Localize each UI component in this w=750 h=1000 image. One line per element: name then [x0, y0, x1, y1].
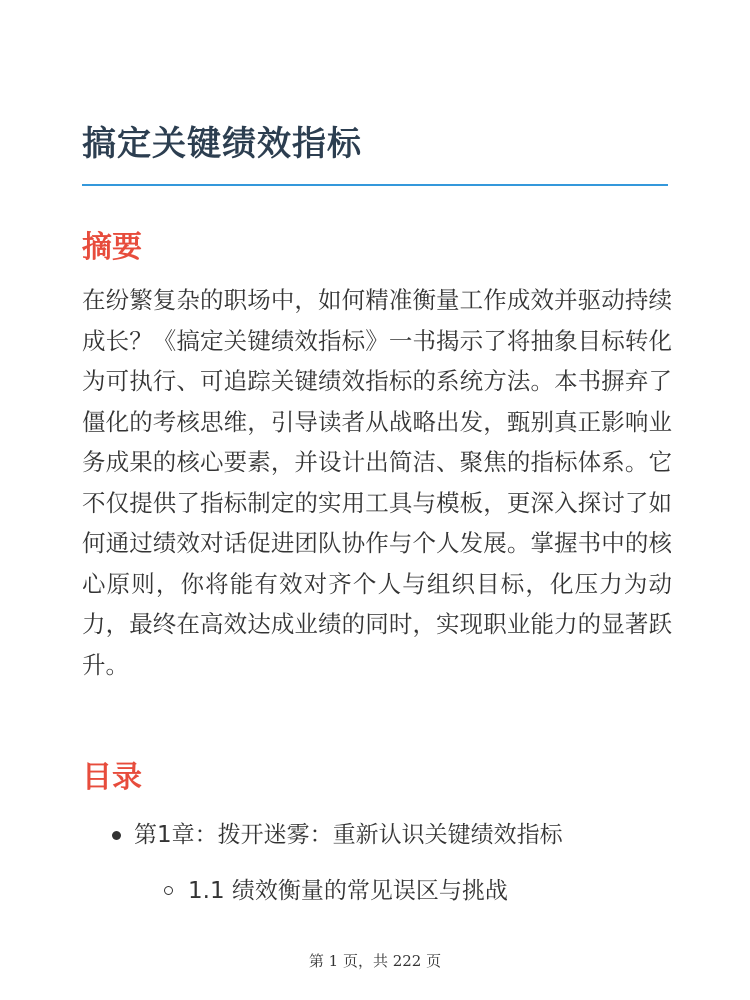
toc-item-chapter-1[interactable] — [82, 815, 682, 855]
toc-heading: 目录 — [82, 760, 142, 795]
summary-heading: 摘要 — [82, 230, 142, 265]
bullet-disc-icon — [112, 831, 121, 840]
bullet-circle-icon — [164, 886, 173, 895]
title-divider — [82, 184, 668, 186]
toc-item-label: 第1章：拨开迷雾：重新认识关键绩效指标 — [134, 822, 563, 848]
document-title: 搞定关键绩效指标 — [82, 124, 362, 164]
summary-paragraph: 在纷繁复杂的职场中，如何精准衡量工作成效并驱动持续成长？《搞定关键绩效指标》一书揭示了将抽象目标转化为可执行、可追踪关键绩效指标的系统方法。本书摒弃了僵化的考核思维，引导读者从战略出发，甄别真正影响业务成果的核心要素，并设计出简洁、聚焦的指标体系。它不仅提供了指标制定的实用工具与模板，更深入探讨了如何通过绩效对话促进团队协作与个人发展。掌握书中的核心原则，你将能有效对齐个人与组织目标，化压力为动力，最终在高效达成业绩的同时，实现职业能力的显著跃升。 — [82, 286, 672, 679]
page-number-footer: 第 1 页，共 222 页 — [308, 952, 442, 970]
toc-item-section-1-1[interactable] — [82, 871, 682, 911]
toc-list — [82, 815, 682, 911]
toc-item-label: 1.1 绩效衡量的常见误区与挑战 — [188, 878, 508, 904]
